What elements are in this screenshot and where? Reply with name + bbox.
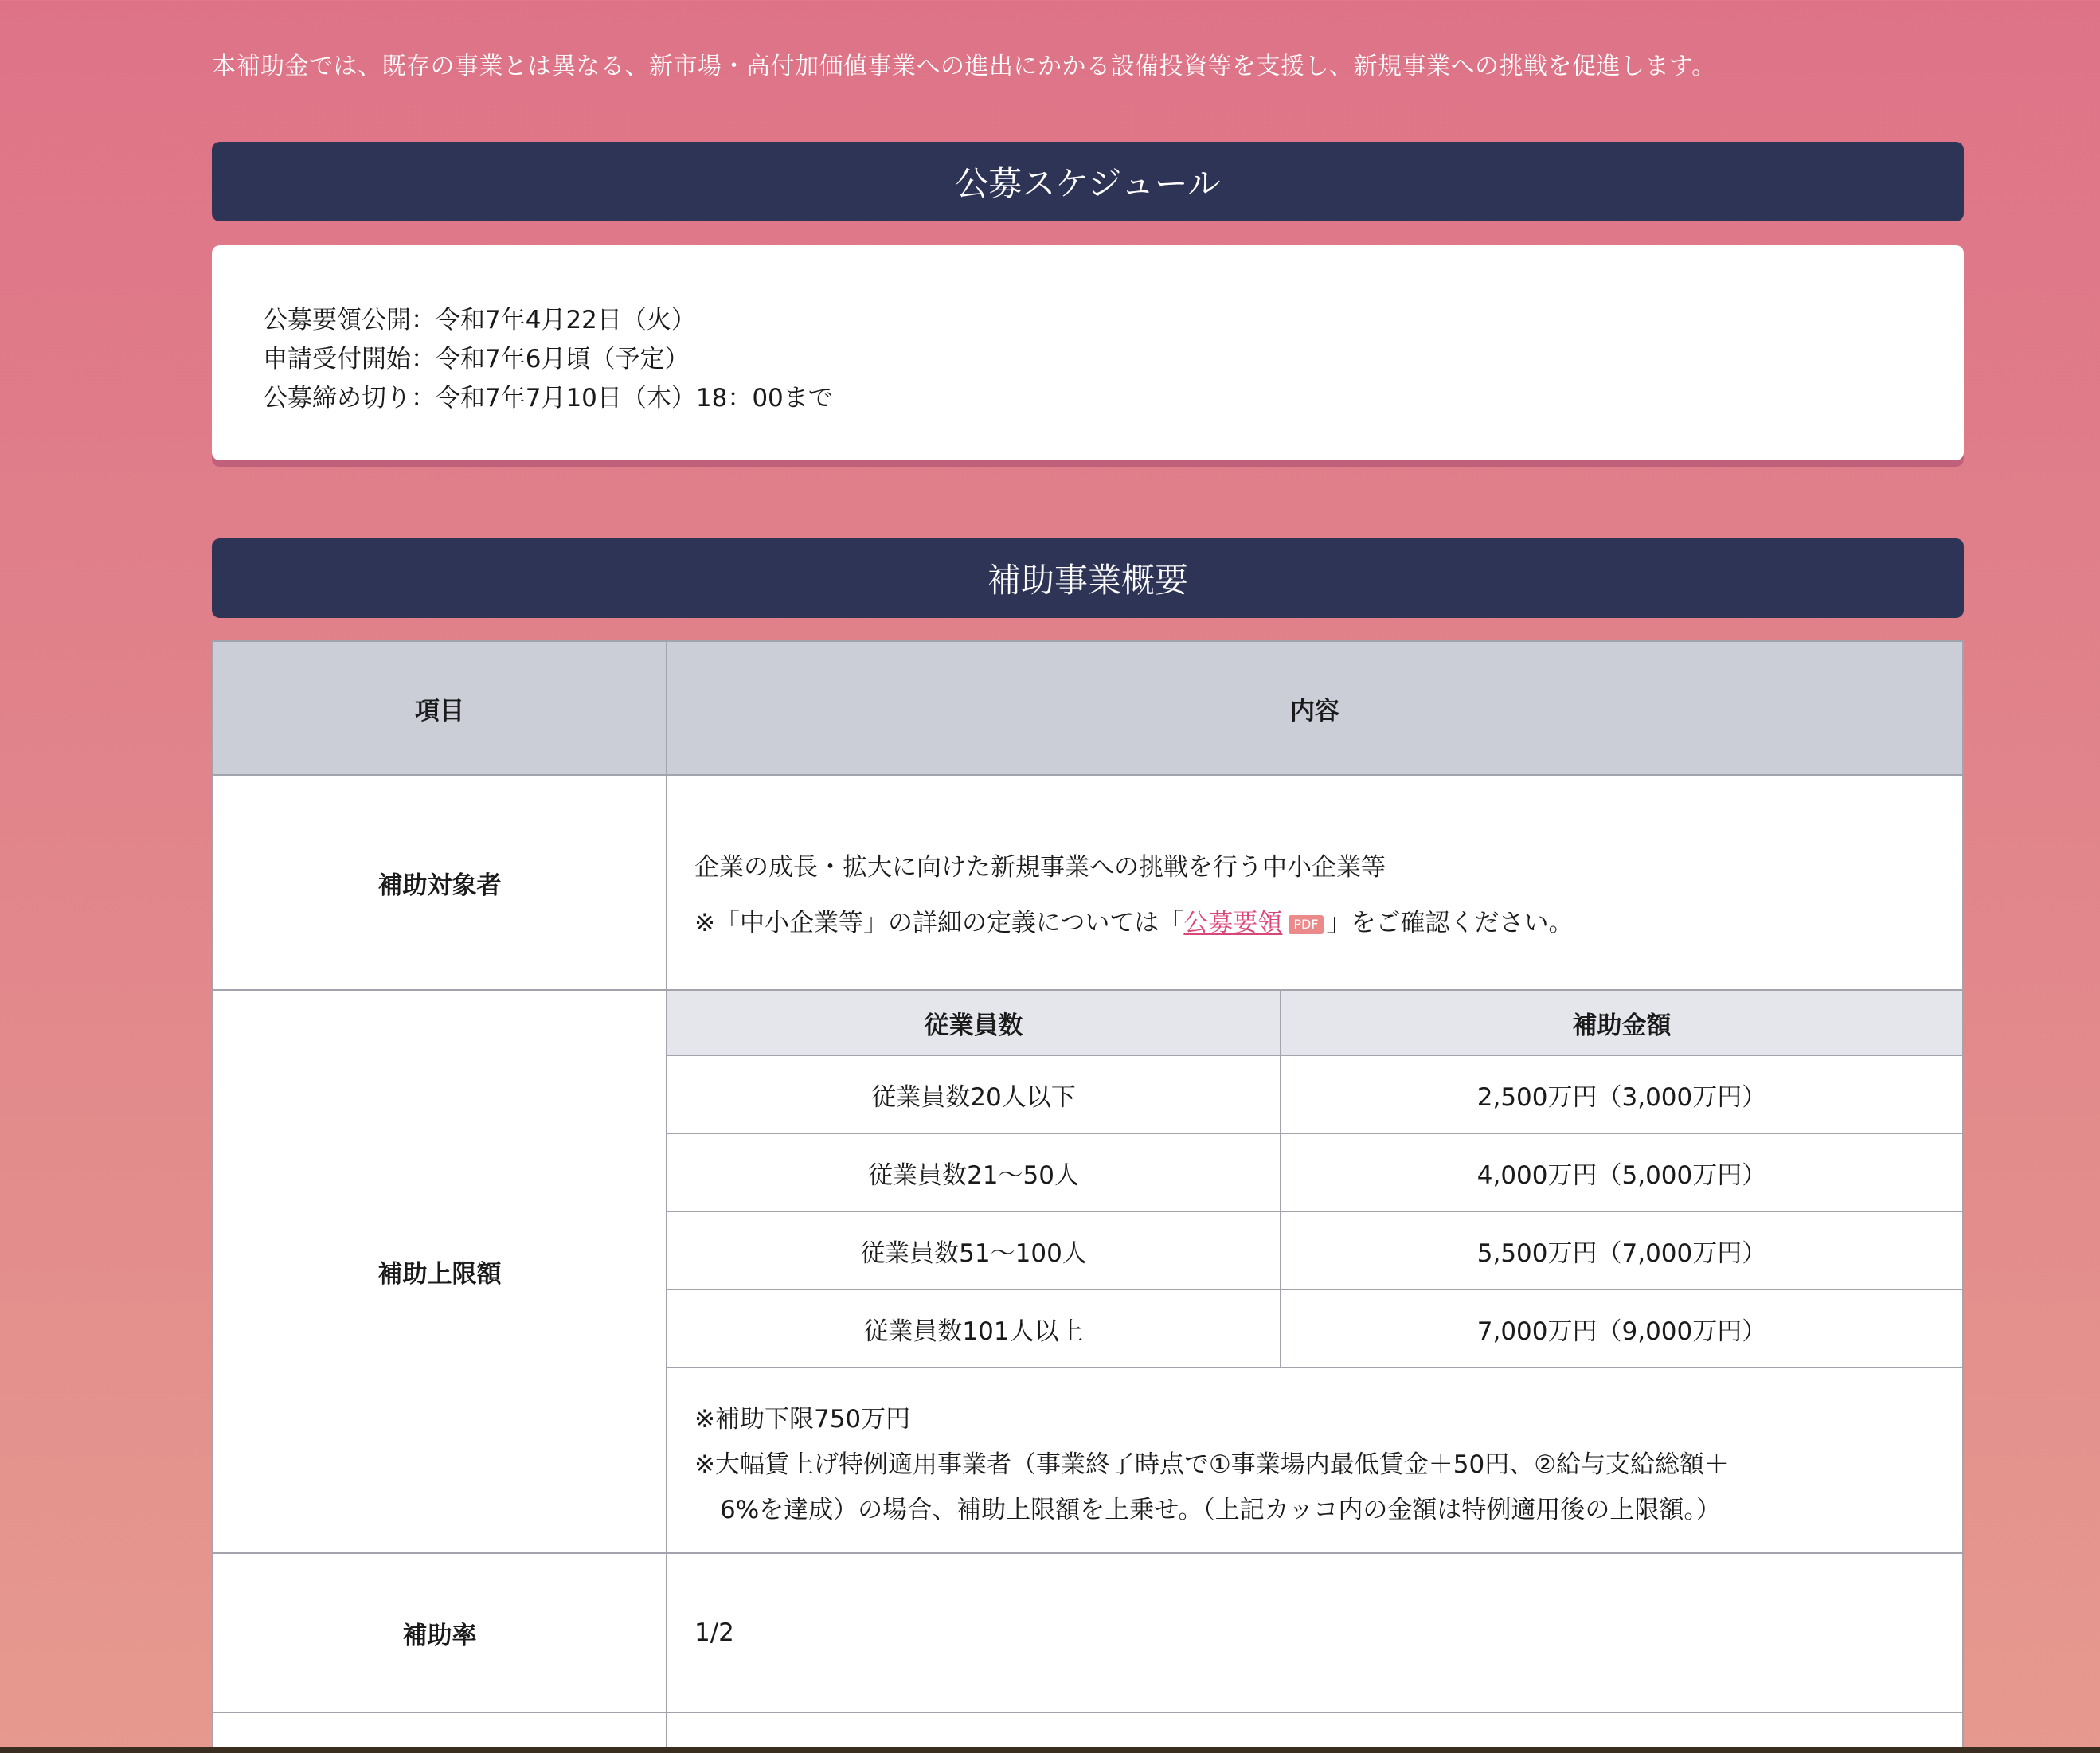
schedule-item: 申請受付開始：令和7年6月頃（予定） xyxy=(263,345,690,374)
table-row-rate xyxy=(213,1554,1962,1713)
employees-col-header: 従業員数 xyxy=(667,991,1281,1055)
overview-table xyxy=(212,640,1964,1753)
limit-note: ※補助下限750万円 xyxy=(694,1405,911,1434)
limit-note: 6%を達成）の場合、補助上限額を上乗せ。（上記カッコ内の金額は特例適用後の上限額。） xyxy=(720,1496,1721,1524)
amount-cell: 2,500万円（3,000万円） xyxy=(1476,1082,1767,1112)
overview-header: 補助事業概要 xyxy=(212,538,1964,618)
limit-subtable xyxy=(667,991,1962,1368)
rate-label: 補助率 xyxy=(213,1554,667,1712)
header-item: 項目 xyxy=(213,642,667,774)
target-label: 補助対象者 xyxy=(213,776,667,989)
limit-label: 補助上限額 xyxy=(213,991,667,1552)
amount-cell: 4,000万円（5,000万円） xyxy=(1476,1160,1767,1190)
target-description: 企業の成長・拡大に向けた新規事業への挑戦を行う中小企業等 xyxy=(694,853,1386,882)
limit-note: ※大幅賃上げ特例適用事業者（事業終了時点で①事業場内最低賃金＋50円、②給与支給総額＋ xyxy=(694,1450,1729,1479)
table-row-target xyxy=(213,776,1962,991)
target-note xyxy=(694,895,1962,951)
pdf-icon[interactable]: PDF xyxy=(1289,915,1323,934)
amount-col-header: 補助金額 xyxy=(1572,1011,1672,1040)
employees-cell: 従業員数21～50人 xyxy=(667,1134,1281,1211)
guideline-pdf-link[interactable]: 公募要領 xyxy=(1183,909,1283,937)
schedule-item: 公募締め切り：令和7年7月10日（木）18：00まで xyxy=(263,384,833,413)
limit-content xyxy=(667,991,1962,1552)
target-note-prefix: ※「中小企業等」の詳細の定義については「 xyxy=(694,909,1184,937)
table-row-limit xyxy=(213,991,1962,1554)
target-note-suffix: 」をご確認ください。 xyxy=(1326,909,1574,937)
subtable-header-row xyxy=(667,991,1962,1056)
schedule-item: 公募要領公開：令和7年4月22日（火） xyxy=(263,306,696,335)
schedule-card xyxy=(212,245,1964,460)
rate-value: 1/2 xyxy=(694,1618,734,1647)
table-row xyxy=(667,1290,1962,1368)
employees-cell: 従業員数101人以上 xyxy=(667,1290,1281,1367)
employees-cell: 従業員数51～100人 xyxy=(667,1212,1281,1289)
header-content: 内容 xyxy=(1290,696,1339,726)
table-row xyxy=(667,1212,1962,1290)
table-header-row xyxy=(213,642,1962,776)
target-content xyxy=(667,776,1962,989)
schedule-header: 公募スケジュール xyxy=(212,142,1964,221)
amount-cell: 5,500万円（7,000万円） xyxy=(1476,1238,1767,1268)
amount-cell: 7,000万円（9,000万円） xyxy=(1476,1317,1767,1346)
window-bottom-edge xyxy=(0,1747,2100,1753)
limit-notes xyxy=(667,1368,1962,1533)
intro-text: 本補助金では、既存の事業とは異なる、新市場・高付加価値事業への進出にかかる設備投資等を支援し、新規事業への挑戦を促進します。 xyxy=(212,53,1716,80)
table-row xyxy=(667,1056,1962,1134)
employees-cell: 従業員数20人以下 xyxy=(667,1056,1281,1133)
table-row xyxy=(667,1134,1962,1212)
